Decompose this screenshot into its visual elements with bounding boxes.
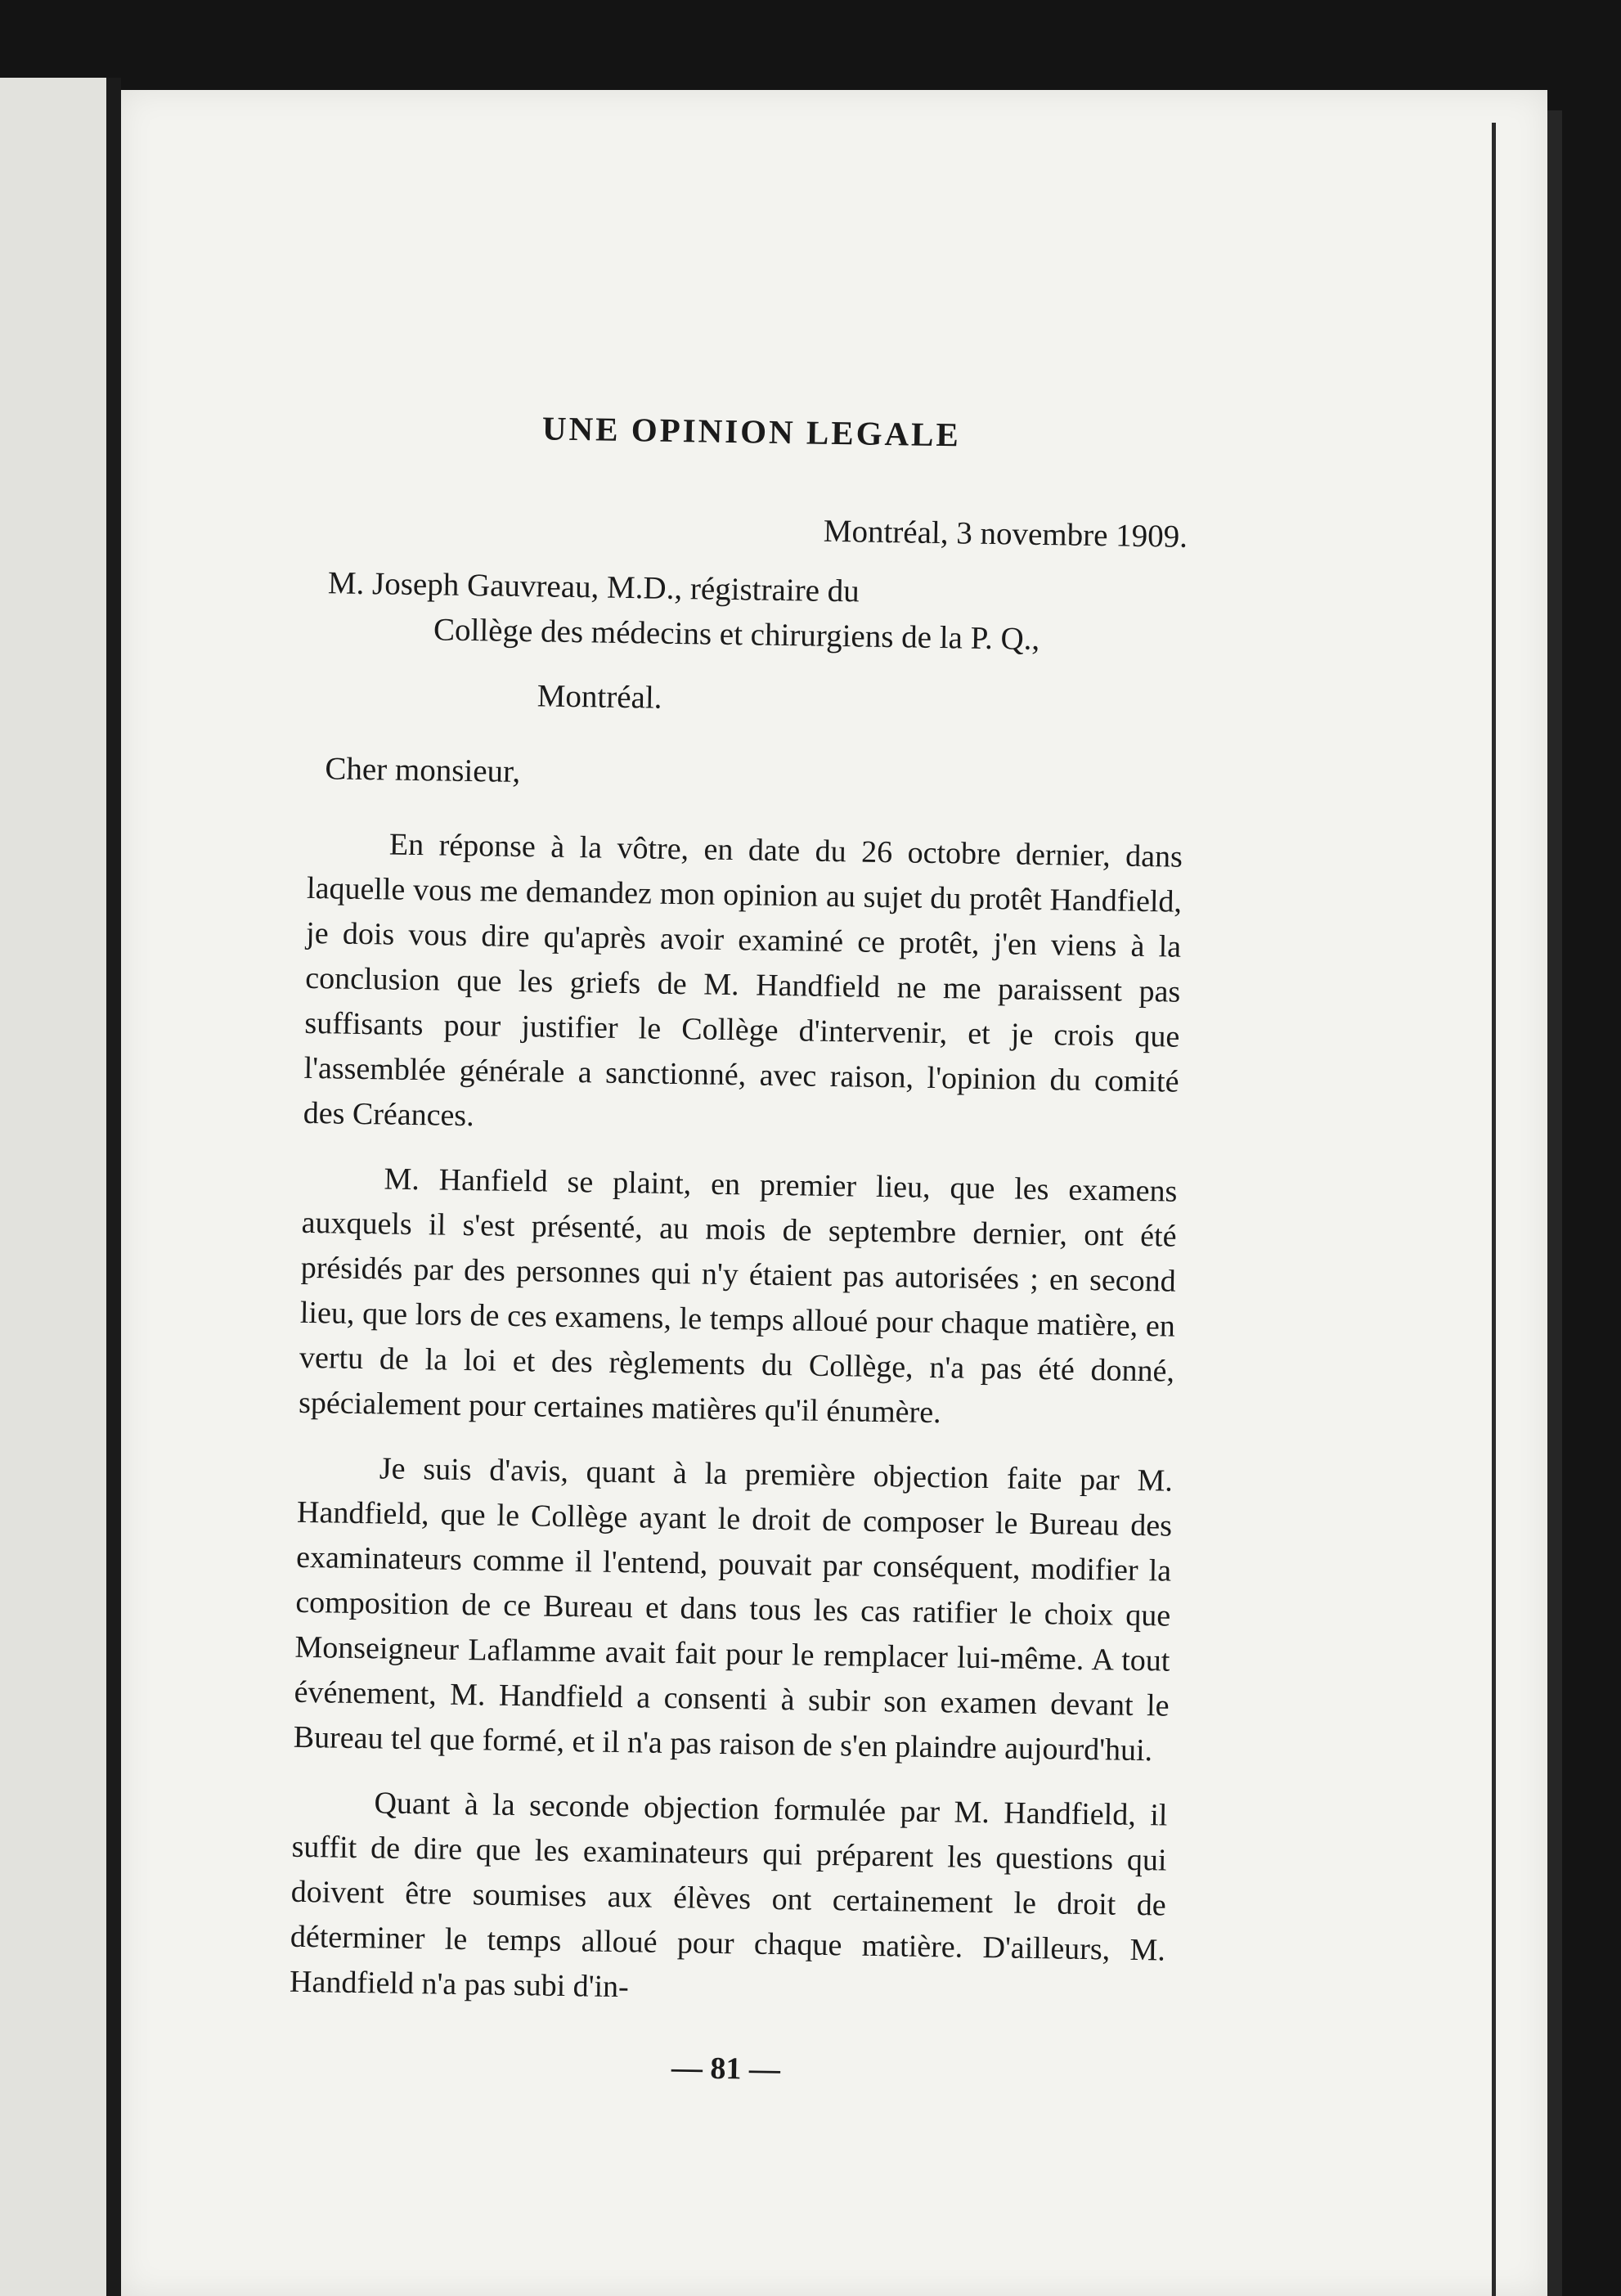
salutation: Cher monsieur,: [325, 751, 521, 790]
address-line-3: Montréal.: [537, 678, 662, 716]
dateline: Montréal, 3 novembre 1909.: [823, 513, 1188, 555]
body-paragraph: Quant à la seconde objection formulée par M. Handfield, il suffit de dire que les examinateurs qui préparent les questions qui doivent être soumises aux élèves ont certainement le droit de déterminer le temps alloué pour chaque matière. D'ailleurs, M. Handfield n'a pas subi d'in-: [289, 1786, 1168, 2005]
page-content: [288, 372, 1190, 2094]
address-line-1: M. Joseph Gauvreau, M.D., régistraire du: [327, 565, 860, 609]
address-line-2: Collège des médecins et chirurgiens de la P. Q.,: [433, 612, 1040, 657]
book-gutter: [106, 78, 121, 2296]
page-right-edge: [1547, 110, 1562, 2296]
body-paragraph: En réponse à la vôtre, en date du 26 octobre dernier, dans laquelle vous me demandez mon opinion au sujet du protêt Handfield, je dois vous dire qu'après avoir examiné ce protêt, j'en viens à la conclusion que les griefs de M. Handfield ne me paraissent pas suffisants pour justifier le Collège d'intervenir, et je crois que l'assemblée générale a sanctionné, avec raison, l'opinion du comité des Créances.: [303, 827, 1183, 1134]
body-paragraph: Je suis d'avis, quant à la première objection faite par M. Handfield, que le Collège ayant le droit de composer le Bureau des examinateurs comme il l'entend, pouvait par conséquent, modifier la composition de ce Bureau et dans tous les cas ratifier le choix que Monseigneur Laflamme avait fait pour le remplacer lui-même. A tout événement, M. Handfield a consenti à subir son examen devant le Bureau tel que formé, et il n'a pas raison de s'en plaindre aujourd'hui.: [293, 1451, 1174, 1768]
page-number: — 81 —: [671, 2051, 781, 2087]
previous-page-edge: [0, 78, 106, 2296]
body-paragraph: M. Hanfield se plaint, en premier lieu, que les examens auxquels il s'est présenté, au mois de septembre dernier, ont été présidés par des personnes qui n'y étaient pas autorisées ; en second lieu, que lors de ces examens, le temps alloué pour chaque matière, en vertu de la loi et des règlements du Collège, n'a pas été donné, spécialement pour certaines matières qu'il énumère.: [298, 1161, 1178, 1431]
page-border-line: [1492, 123, 1496, 2296]
document-title: UNE OPINION LEGALE: [541, 409, 962, 454]
